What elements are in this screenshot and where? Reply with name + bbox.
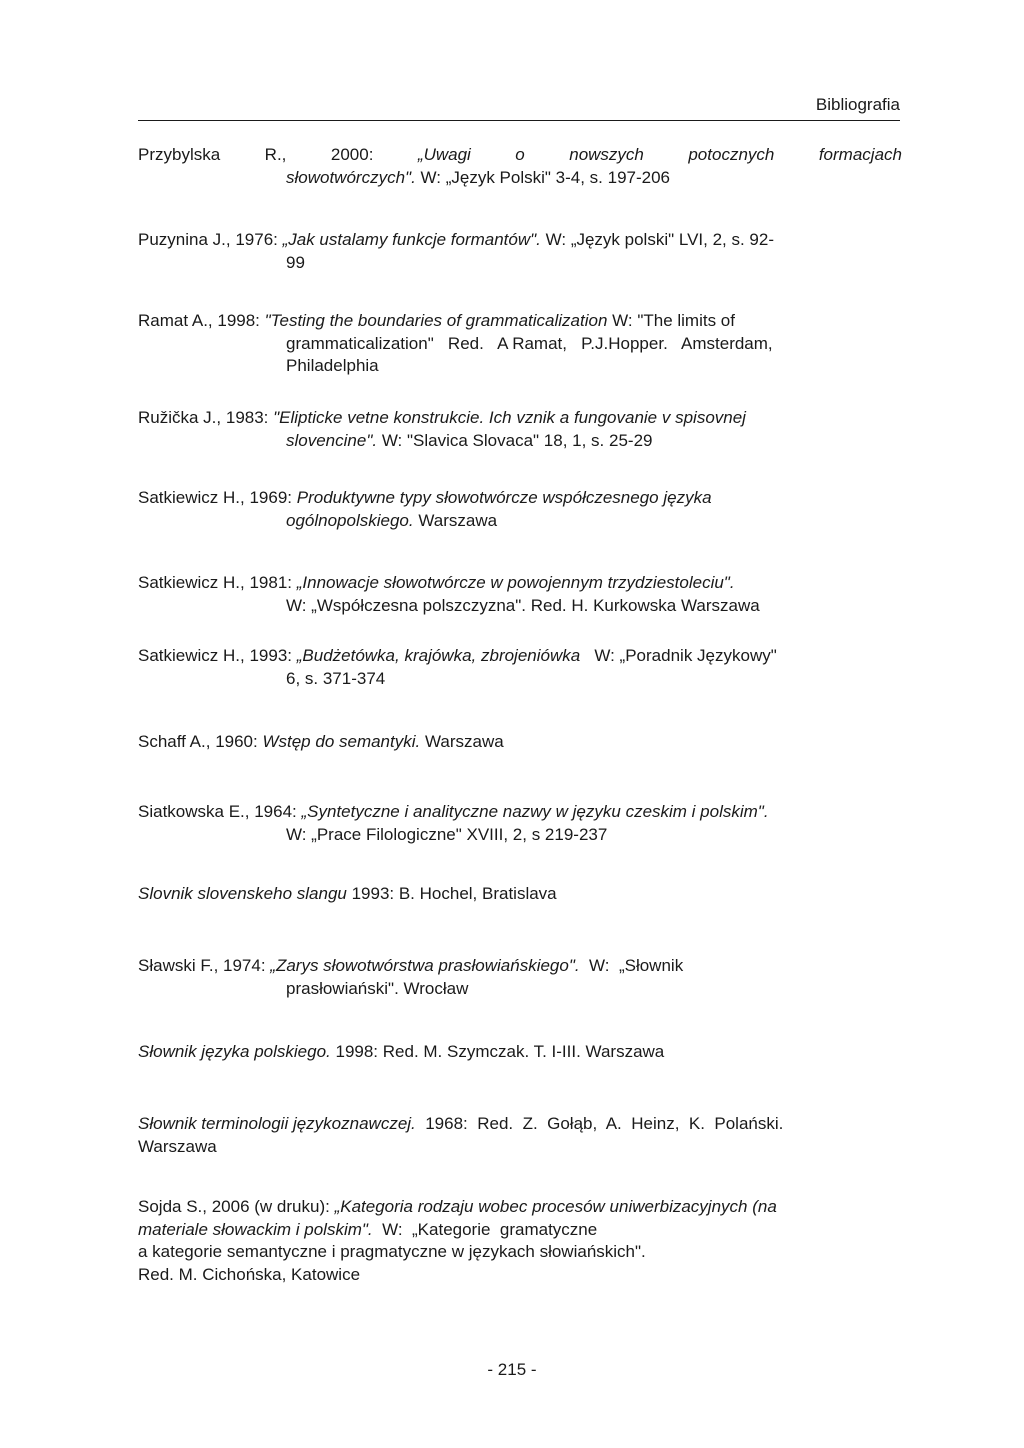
entry-line <box>138 1136 902 1159</box>
entry-year: 2000: <box>330 145 374 164</box>
bibliography-entry <box>138 1113 902 1158</box>
entry-line <box>138 1041 902 1064</box>
entry-line <box>138 955 902 978</box>
bibliography-entry <box>138 1041 902 1064</box>
entry-line <box>138 1219 902 1242</box>
entry-title: Wstęp do semantyki. <box>257 732 421 751</box>
entry-year: 1964: <box>249 802 297 821</box>
entry-title: Słownik języka polskiego. <box>138 1042 331 1061</box>
entry-source: Philadelphia <box>286 356 379 375</box>
entry-author: Puzynina J., <box>138 230 231 249</box>
entry-source: W: „Kategorie gramatyczne <box>372 1219 598 1239</box>
entry-year: 1981: <box>244 573 293 592</box>
entry-line <box>138 1264 902 1287</box>
entry-line <box>138 1113 902 1136</box>
entry-author: Schaff A., <box>138 732 211 751</box>
entry-title: „Jak ustalamy funkcje formantów". <box>277 230 541 249</box>
bibliography-entry <box>138 229 902 274</box>
entry-source: 1968: Red. Z. Gołąb, A. Heinz, K. Polański. <box>415 1114 784 1133</box>
entry-title: „Zarys słowotwórstwa prasłowiańskiego". <box>265 956 580 975</box>
bibliography-entry <box>138 487 902 532</box>
entry-title: ogólnopolskiego. <box>286 510 414 530</box>
bibliography-entry <box>138 144 902 189</box>
entry-author: Ramat A., <box>138 311 213 330</box>
entry-title: "Testing the boundaries of grammaticalization <box>259 311 608 330</box>
entry-source: W: „Język Polski" 3-4, s. 197-206 <box>415 167 670 187</box>
entry-author: Przybylska <box>138 145 221 164</box>
entry-line <box>138 883 902 906</box>
entry-line <box>138 229 902 252</box>
entry-year: 1960: <box>210 732 258 751</box>
entry-title: „Kategoria rodzaju wobec procesów uniwerbizacyjnych (na <box>329 1197 777 1216</box>
bibliography-entry <box>138 310 902 378</box>
bibliography-entry <box>138 407 902 452</box>
entry-source: Warszawa <box>420 732 504 751</box>
page-header <box>138 94 900 121</box>
entry-line <box>138 668 902 691</box>
entry-source: Warszawa <box>138 1136 217 1156</box>
entry-title: słowotwórczych". <box>286 167 416 187</box>
entry-line <box>138 144 902 167</box>
entry-line <box>138 978 902 1001</box>
entry-line <box>138 487 902 510</box>
entry-title: Produktywne typy słowotwórcze współczesnego języka <box>292 488 712 507</box>
entry-author: Satkiewicz H., <box>138 573 245 592</box>
entry-year: 2006 <box>207 1197 250 1216</box>
bibliography-entry <box>138 883 902 906</box>
entry-source: W: "Slavica Slovaca" 18, 1, s. 25-29 <box>377 430 653 450</box>
entry-title: "Elipticke vetne konstrukcie. Ich vznik a fungovanie v spisovnej <box>268 408 746 427</box>
entry-source: Red. M. Cichońska, Katowice <box>138 1264 361 1284</box>
entry-line <box>138 824 902 847</box>
entry-source: W: „Język polski" LVI, 2, s. 92- <box>540 230 774 249</box>
entry-title: Słownik terminologii językoznawczej. <box>138 1114 416 1133</box>
entry-source: Warszawa <box>413 510 498 530</box>
entry-line <box>138 731 902 754</box>
entry-title: materiale słowackim i polskim". <box>138 1219 373 1239</box>
entry-line <box>138 430 902 453</box>
bibliography-entry <box>138 645 902 690</box>
entry-line <box>138 572 902 595</box>
bibliography-entry <box>138 801 902 846</box>
bibliography-entry <box>138 731 902 754</box>
bibliography-entry <box>138 955 902 1000</box>
entry-line <box>138 801 902 824</box>
entry-title: „Innowacje słowotwórcze w powojennym trzydziestoleciu". <box>292 573 735 592</box>
entry-year: 1969: <box>244 488 293 507</box>
entry-line <box>138 310 902 333</box>
entry-line <box>138 167 902 190</box>
entry-title: „Syntetyczne i analityczne nazwy w języku czeskim i polskim". <box>296 802 769 821</box>
running-head: Bibliografia <box>815 95 900 114</box>
entry-initial: R., <box>264 145 287 164</box>
entry-line <box>138 595 902 618</box>
page-number: - 215 - <box>487 1360 537 1379</box>
entry-line <box>138 510 902 533</box>
entry-source: 1993: B. Hochel, Bratislava <box>346 884 557 903</box>
entry-line <box>138 1196 902 1219</box>
entry-source: 6, s. 371-374 <box>286 668 386 688</box>
entry-author: Ružička J., <box>138 408 222 427</box>
bibliography-entry <box>138 1196 902 1286</box>
entry-title: „Budżetówka, krajówka, zbrojeniówka <box>292 646 581 665</box>
entry-line <box>138 355 902 378</box>
entry-title: Slovnik slovenskeho slangu <box>138 884 347 903</box>
entry-line <box>138 333 902 356</box>
entry-title: slovencine". <box>286 430 378 450</box>
entry-line <box>138 252 902 275</box>
entry-source: 1998: Red. M. Szymczak. T. I-III. Warszawa <box>330 1042 665 1061</box>
bibliography-entry <box>138 572 902 617</box>
entry-year: 1983: <box>221 408 269 427</box>
entry-year: 1976: <box>230 230 278 249</box>
entry-source: W: „Poradnik Językowy" <box>580 646 777 665</box>
entry-line <box>138 1241 902 1264</box>
entry-status: (w druku): <box>249 1197 330 1216</box>
entry-line <box>138 645 902 668</box>
entry-source: W: "The limits of <box>607 311 735 330</box>
entry-source: 99 <box>286 252 305 272</box>
entry-year: 1993: <box>244 646 293 665</box>
entry-author: Satkiewicz H., <box>138 646 245 665</box>
entry-source: W: „Prace Filologiczne" XVIII, 2, s 219-237 <box>286 824 608 844</box>
entry-title: „Uwagi o nowszych potocznych formacjach <box>417 145 902 164</box>
entry-line <box>138 407 902 430</box>
entry-author: Satkiewicz H., <box>138 488 245 507</box>
entry-year: 1998: <box>212 311 260 330</box>
entry-source: prasłowiański". Wrocław <box>286 978 469 998</box>
entry-author: Sławski F., <box>138 956 219 975</box>
entry-source: W: „Słownik <box>579 956 684 975</box>
entry-author: Siatkowska E., <box>138 802 250 821</box>
entry-source: W: „Współczesna polszczyzna". Red. H. Kurkowska Warszawa <box>286 595 760 615</box>
entry-source: a kategorie semantyczne i pragmatyczne w językach słowiańskich". <box>138 1242 646 1261</box>
entry-source: grammaticalization" Red. A Ramat, P.J.Hopper. Amsterdam, <box>286 333 773 353</box>
entry-author: Sojda S., <box>138 1197 207 1216</box>
entry-year: 1974: <box>218 956 266 975</box>
